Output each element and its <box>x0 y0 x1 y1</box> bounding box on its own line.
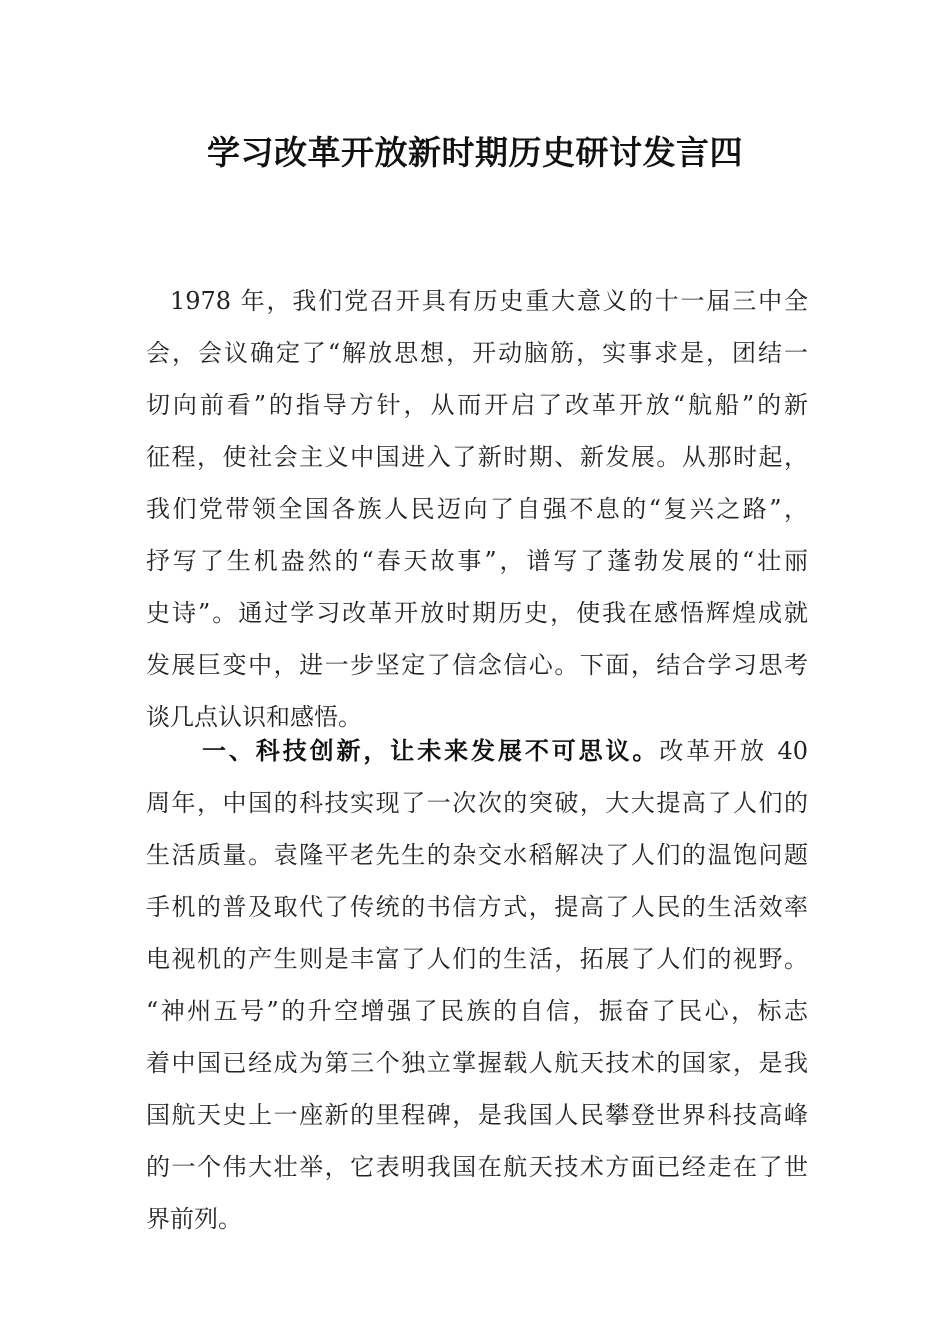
paragraph-line: 征程，使社会主义中国进入了新时期、新发展。从那时起， <box>146 443 808 471</box>
paragraph-line: 发展巨变中，进一步坚定了信念信心。下面，结合学习思考 <box>146 651 808 679</box>
paragraph-line: 国航天史上一座新的里程碑，是我国人民攀登世界科技高峰 <box>146 1101 808 1129</box>
paragraph-line: 会，会议确定了“解放思想，开动脑筋，实事求是，团结一 <box>146 339 808 367</box>
paragraph-line: 抒写了生机盎然的“春天故事”，谱写了蓬勃发展的“壮丽 <box>146 547 808 575</box>
document-title: 学习改革开放新时期历史研讨发言四 <box>207 133 743 172</box>
section-heading: 一、科技创新，让未来发展不可思议。 <box>202 737 660 765</box>
paragraph-first-line <box>146 725 808 777</box>
paragraph-line: 着中国已经成为第三个独立掌握载人航天技术的国家，是我 <box>146 1049 808 1077</box>
paragraph-line: 史诗”。通过学习改革开放时期历史，使我在感悟辉煌成就 <box>146 599 808 627</box>
paragraph-line: 周年，中国的科技实现了一次次的突破，大大提高了人们的 <box>146 789 808 817</box>
section-one-paragraph <box>146 725 808 1245</box>
paragraph-line-rest: 改革开放 40 <box>659 737 809 765</box>
paragraph-line: 1978 年，我们党召开具有历史重大意义的十一届三中全 <box>170 287 808 315</box>
paragraph-line: 切向前看”的指导方针，从而开启了改革开放“航船”的新 <box>146 391 808 419</box>
paragraph-line: 我们党带领全国各族人民迈向了自强不息的“复兴之路”， <box>146 495 808 523</box>
paragraph-line: 的一个伟大壮举，它表明我国在航天技术方面已经走在了世 <box>146 1153 808 1181</box>
paragraph-line: “神州五号”的升空增强了民族的自信，振奋了民心，标志 <box>146 997 808 1025</box>
paragraph-line: 谈几点认识和感悟。 <box>146 703 362 731</box>
intro-paragraph <box>146 275 808 743</box>
paragraph-line: 电视机的产生则是丰富了人们的生活，拓展了人们的视野。 <box>146 945 808 973</box>
paragraph-line: 手机的普及取代了传统的书信方式，提高了人民的生活效率 <box>146 893 808 921</box>
paragraph-line: 生活质量。袁隆平老先生的杂交水稻解决了人们的温饱问题 <box>146 841 808 869</box>
paragraph-line: 界前列。 <box>146 1205 242 1233</box>
